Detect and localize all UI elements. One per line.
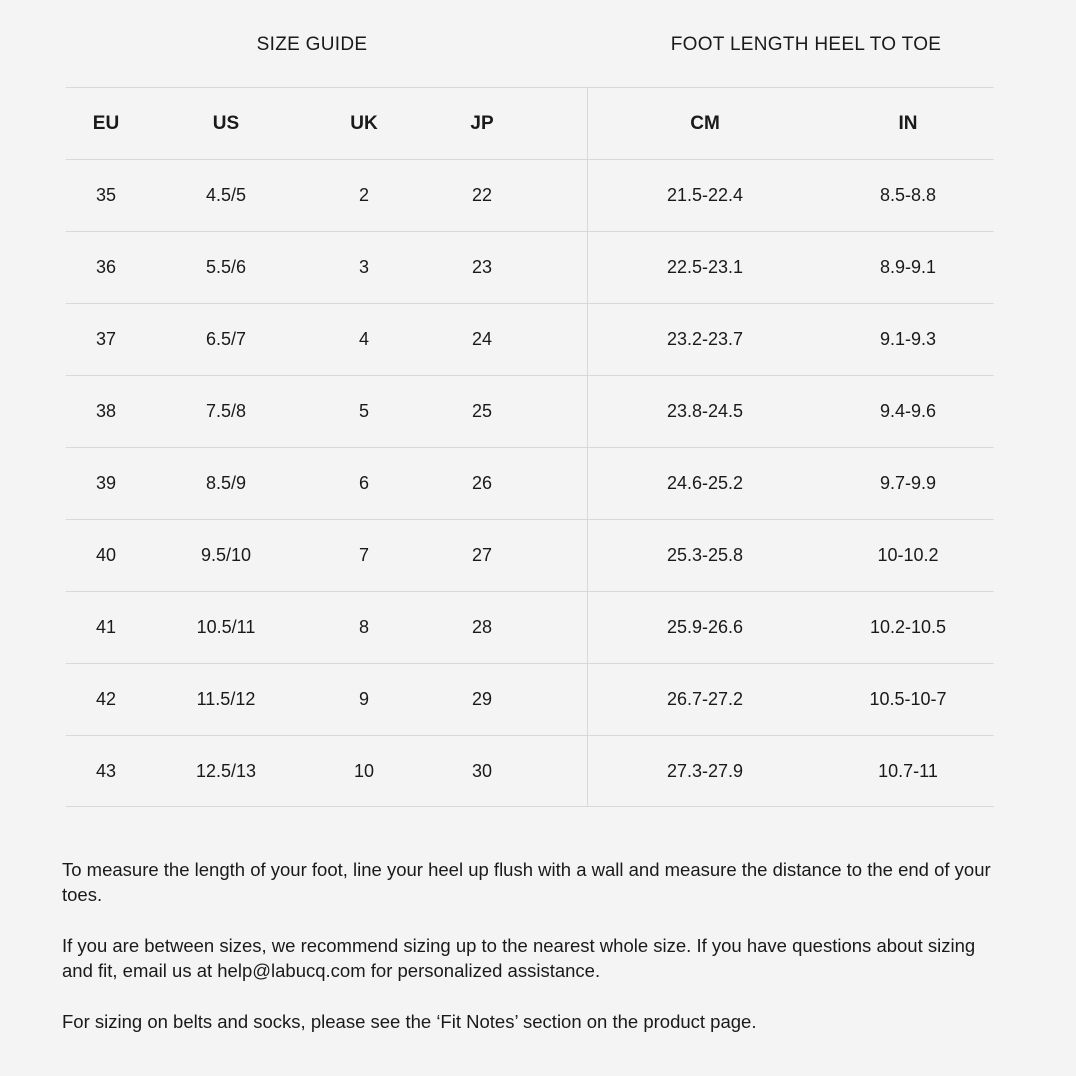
cell-uk: 6 <box>358 473 369 493</box>
table-row <box>66 735 994 807</box>
cell-eu: 36 <box>95 257 117 277</box>
table-row <box>66 231 994 303</box>
cell-cm: 25.3-25.8 <box>666 545 744 565</box>
cell-in: 10.7-11 <box>878 760 938 781</box>
cell-us: 6.5/7 <box>205 329 247 349</box>
sizing-notes <box>62 857 1002 1060</box>
column-divider <box>542 736 588 806</box>
table-row <box>66 159 994 231</box>
cell-in: 10-10.2 <box>877 545 939 565</box>
cell-cm: 24.6-25.2 <box>666 473 744 493</box>
cell-in: 9.4-9.6 <box>879 401 937 421</box>
cell-eu: 40 <box>95 545 117 565</box>
cell-eu: 38 <box>95 401 117 421</box>
cell-jp: 24 <box>471 329 493 349</box>
cell-uk: 2 <box>358 185 369 205</box>
cell-uk: 9 <box>358 689 369 709</box>
cell-in: 10.2-10.5 <box>869 617 947 637</box>
cell-cm: 23.8-24.5 <box>666 401 744 421</box>
foot-length-heading: FOOT LENGTH HEEL TO TOE <box>670 34 942 55</box>
column-divider <box>542 448 588 519</box>
measure-note: To measure the length of your foot, line your heel up flush with a wall and measure the distance to the end of your toes. <box>62 859 991 905</box>
cell-us: 10.5/11 <box>196 617 256 637</box>
cell-cm: 27.3-27.9 <box>666 760 744 781</box>
column-divider <box>542 232 588 303</box>
cell-cm: 23.2-23.7 <box>666 329 744 349</box>
table-row <box>66 447 994 519</box>
column-divider <box>542 88 588 159</box>
cell-us: 12.5/13 <box>195 760 257 781</box>
cell-cm: 22.5-23.1 <box>666 257 744 277</box>
cell-uk: 10 <box>353 760 375 781</box>
cell-jp: 23 <box>471 257 493 277</box>
cell-in: 10.5-10-7 <box>869 689 947 709</box>
column-divider <box>542 160 588 231</box>
column-divider <box>542 664 588 735</box>
cell-jp: 22 <box>471 185 493 205</box>
cell-eu: 43 <box>95 760 117 781</box>
cell-eu: 35 <box>95 185 117 205</box>
cell-in: 8.9-9.1 <box>879 257 937 277</box>
column-header-us: US <box>212 112 240 134</box>
cell-eu: 42 <box>95 689 117 709</box>
column-divider <box>542 592 588 663</box>
between-sizes-note: If you are between sizes, we recommend sizing up to the nearest whole size. If you have questions about sizing and fit, email us at help@labucq.com for personalized assistance. <box>62 935 976 981</box>
column-header-in: IN <box>898 112 918 134</box>
cell-uk: 7 <box>358 545 369 565</box>
cell-us: 7.5/8 <box>205 401 247 421</box>
column-divider <box>542 304 588 375</box>
size-table <box>66 87 994 807</box>
cell-uk: 3 <box>358 257 369 277</box>
cell-jp: 29 <box>471 689 493 709</box>
cell-us: 4.5/5 <box>205 185 247 205</box>
cell-in: 8.5-8.8 <box>879 185 937 205</box>
cell-uk: 8 <box>358 617 369 637</box>
column-header-jp: JP <box>470 112 494 134</box>
cell-jp: 26 <box>471 473 493 493</box>
belts-socks-note: For sizing on belts and socks, please see the ‘Fit Notes’ section on the product page. <box>62 1011 757 1032</box>
cell-cm: 26.7-27.2 <box>666 689 744 709</box>
cell-cm: 21.5-22.4 <box>666 185 744 205</box>
column-divider <box>542 376 588 447</box>
cell-eu: 41 <box>95 617 117 637</box>
column-divider <box>542 520 588 591</box>
cell-us: 11.5/12 <box>196 689 256 709</box>
table-row <box>66 303 994 375</box>
column-header-eu: EU <box>92 112 120 134</box>
cell-jp: 28 <box>471 617 493 637</box>
column-header-cm: CM <box>690 112 720 134</box>
size-guide-heading: SIZE GUIDE <box>256 34 368 55</box>
cell-uk: 5 <box>358 401 369 421</box>
cell-uk: 4 <box>358 329 369 349</box>
table-row <box>66 375 994 447</box>
cell-us: 5.5/6 <box>205 257 247 277</box>
cell-jp: 27 <box>471 545 493 565</box>
cell-eu: 39 <box>95 473 117 493</box>
table-row <box>66 591 994 663</box>
cell-cm: 25.9-26.6 <box>666 617 744 637</box>
table-row <box>66 519 994 591</box>
cell-in: 9.7-9.9 <box>879 473 937 493</box>
table-header-row <box>66 87 994 159</box>
cell-jp: 30 <box>471 760 493 781</box>
cell-jp: 25 <box>471 401 493 421</box>
cell-in: 9.1-9.3 <box>879 329 937 349</box>
table-row <box>66 663 994 735</box>
column-header-uk: UK <box>350 112 378 134</box>
cell-us: 9.5/10 <box>200 545 252 565</box>
cell-eu: 37 <box>95 329 117 349</box>
cell-us: 8.5/9 <box>205 473 247 493</box>
